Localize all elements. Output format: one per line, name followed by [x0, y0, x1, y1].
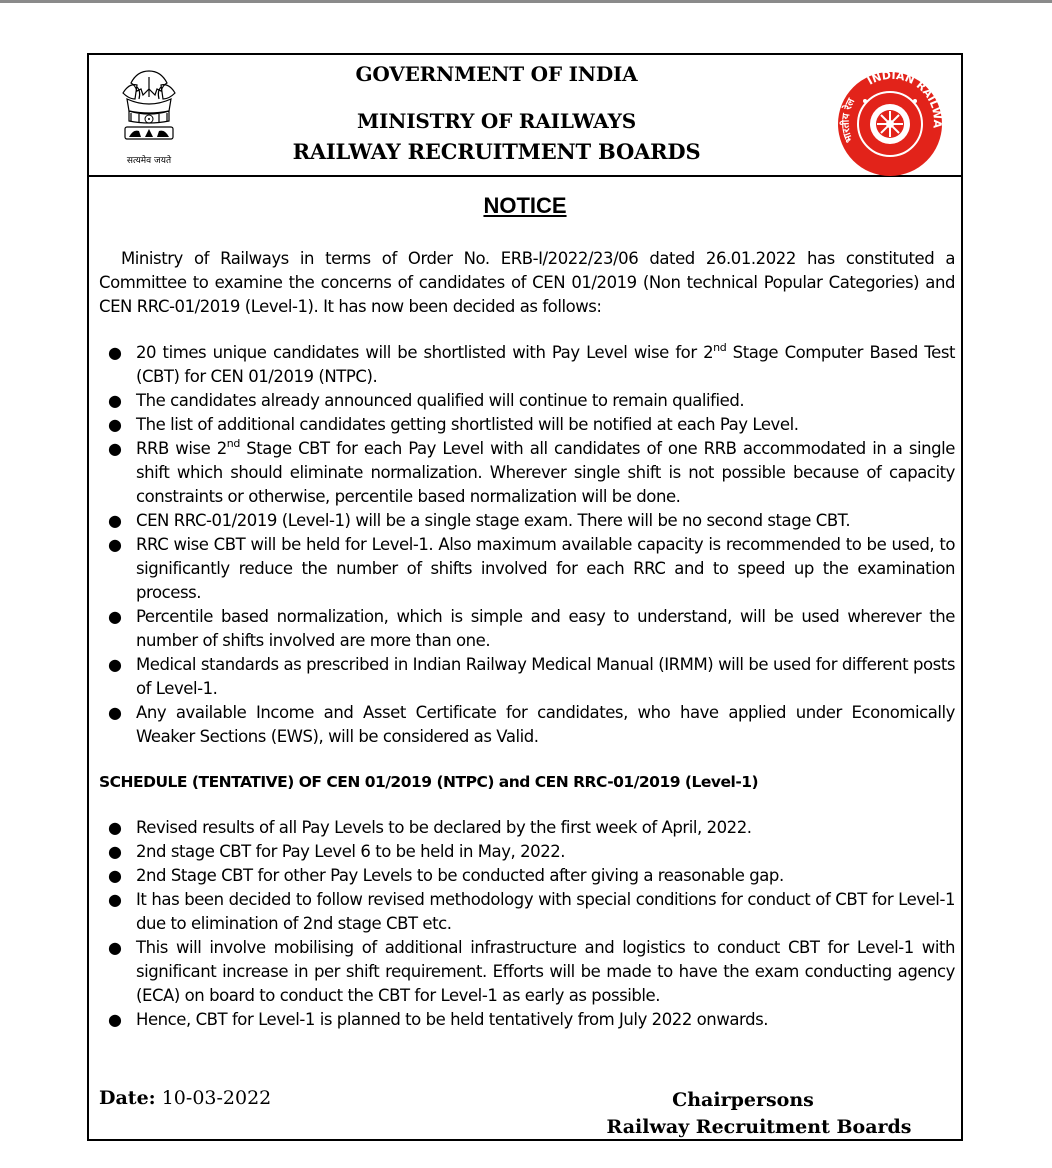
seal-text-hi: भारतीय रेल	[840, 96, 858, 144]
list-item: ● It has been decided to follow revised methodology with special conditions for conduct of CBT for Level-1 due to elimination of 2nd stage CBT etc.	[108, 890, 955, 933]
list-item: ● Revised results of all Pay Levels to be declared by the first week of April, 2022.	[108, 818, 752, 837]
signatory-block	[559, 1087, 959, 1141]
decisions-list	[99, 341, 955, 749]
list-item: ● Hence, CBT for Level-1 is planned to be held tentatively from July 2022 onwards.	[108, 1010, 769, 1029]
date-value: 10-03-2022	[161, 1087, 272, 1109]
list-item: ● Percentile based normalization, which is simple and easy to understand, will be used wherever the number of shifts involved are more than one.	[108, 607, 955, 650]
list-item: ● This will involve mobilising of additional infrastructure and logistics to conduct CBT for Level-1 with significant increase in per shift requirement. Efforts will be made to have the exam conducting agency (ECA) on board to conduct the CBT for Level-1 as early as possible.	[108, 938, 955, 1005]
emblem-motto: सत्यमेव जयते	[126, 156, 172, 166]
list-item: ● CEN RRC-01/2019 (Level-1) will be a single stage exam. There will be no second stage CBT.	[108, 511, 851, 530]
notice-title: NOTICE	[483, 193, 567, 218]
list-item: ● Medical standards as prescribed in Indian Railway Medical Manual (IRMM) will be used for different posts of Level-1.	[108, 655, 955, 698]
letterhead	[89, 55, 961, 177]
date-label: Date:	[99, 1087, 156, 1109]
notice-body	[99, 247, 955, 1032]
list-item: ● 2nd Stage CBT for other Pay Levels to be conducted after giving a reasonable gap.	[108, 866, 784, 885]
list-item: ● 2nd stage CBT for Pay Level 6 to be held in May, 2022.	[108, 842, 566, 861]
list-item: ● The list of additional candidates getting shortlisted will be notified at each Pay Level.	[108, 415, 799, 434]
schedule-heading: SCHEDULE (TENTATIVE) OF CEN 01/2019 (NTPC) and CEN RRC-01/2019 (Level-1)	[99, 773, 759, 791]
schedule-list	[99, 816, 955, 1032]
notice-date	[99, 1087, 271, 1109]
header-government: GOVERNMENT OF INDIA	[355, 62, 638, 86]
list-item: ● Any available Income and Asset Certificate for candidates, who have applied under Economically Weaker Sections (EWS), will be considered as Valid.	[108, 703, 955, 746]
header-boards: RAILWAY RECRUITMENT BOARDS	[292, 139, 701, 164]
list-item: ● RRB wise 2nd Stage CBT for each Pay Level with all candidates of one RRB accommodated in a single shift which should eliminate normalization. Wherever single shift is not possible because of capacity constraints or otherwise, percentile based normalization will be done.	[108, 437, 955, 506]
intro-paragraph: Ministry of Railways in terms of Order No. ERB-I/2022/23/06 dated 26.01.2022 has constituted a Committee to examine the concerns of candidates of CEN 01/2019 (Non technical Popular Categories) and CEN RRC-01/2019 (Level-1). It has now been decided as follows:	[99, 249, 955, 316]
viewer-top-border	[0, 0, 1052, 3]
list-item: ● 20 times unique candidates will be shortlisted with Pay Level wise for 2nd Stage Computer Based Test (CBT) for CEN 01/2019 (NTPC).	[108, 341, 955, 386]
list-item: ● The candidates already announced qualified will continue to remain qualified.	[108, 391, 745, 410]
notice-document	[87, 53, 963, 1141]
list-item: ● RRC wise CBT will be held for Level-1. Also maximum available capacity is recommended to be used, to significantly reduce the number of shifts involved for each RRC and to speed up the examination process.	[108, 535, 955, 602]
header-ministry: MINISTRY OF RAILWAYS	[357, 109, 636, 133]
indian-railways-logo-icon	[837, 71, 943, 177]
seal-text-en: INDIAN RAILWA	[865, 71, 943, 128]
signatory-org: Railway Recruitment Boards	[606, 1116, 912, 1138]
signatory-title: Chairpersons	[672, 1089, 814, 1111]
